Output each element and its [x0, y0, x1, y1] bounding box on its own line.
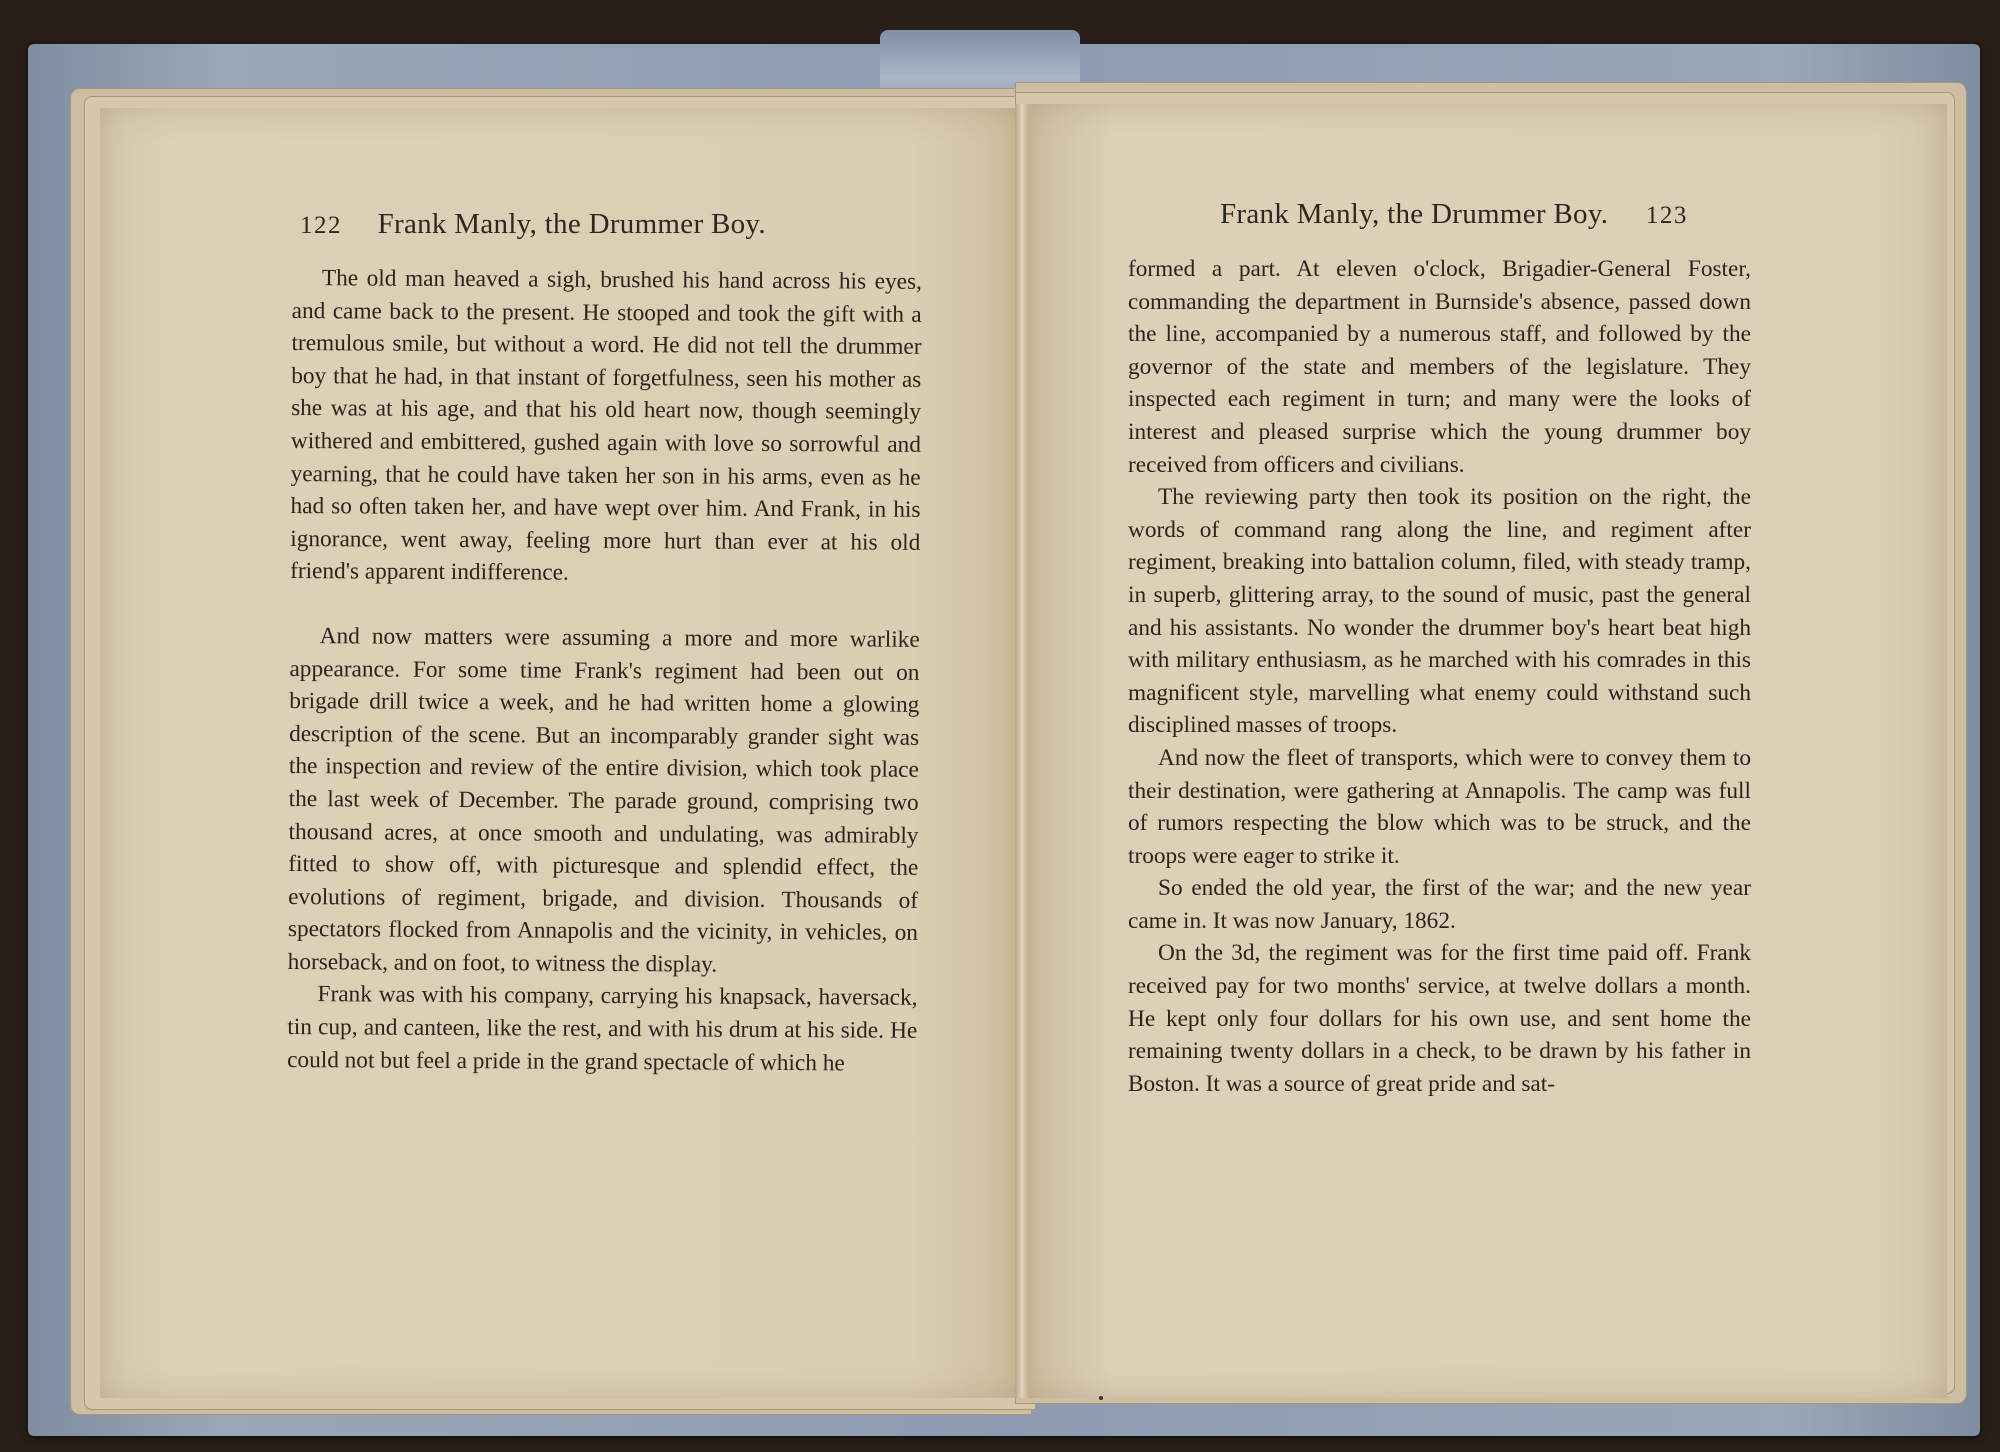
paragraph: On the 3d, the regiment was for the first time paid off. Frank received pay for two months' service, at twelve dollars a month. He kept only four dollars for his own use, and sent home the remaining twenty dollars in a check, to be drawn by his father in Boston. It was a source of great pride and sat-	[1128, 940, 1751, 1097]
left-head-title: Frank Manly, the Drummer Boy.	[377, 208, 766, 240]
right-page-text	[1128, 253, 1751, 1100]
paragraph: The reviewing party then took its position on the right, the words of command rang along the line, and regiment after regiment, breaking into battalion column, filed, with steady tramp, in superb, glittering array, to the sound of music, past the general and his assistants. No wonder the drummer boy's heart beat high with military enthusiasm, as he marched with his comrades in this magnificent style, marvelling what enemy could withstand such disciplined masses of troops.	[1128, 484, 1751, 739]
paragraph: Frank was with his company, carrying his knapsack, haversack, tin cup, and canteen, like the rest, and with his drum at his side. He could not but feel a pride in the grand spectacle of which he	[287, 981, 918, 1077]
paragraph: formed a part. At eleven o'clock, Brigadier-General Foster, commanding the department in Burnside's absence, passed down the line, accompanied by a numerous staff, and followed by the governor of the state and members of the legislature. They inspected each regiment in turn; and many were the looks of interest and pleased surprise which the young drummer boy received from officers and civilians.	[1128, 256, 1751, 478]
right-running-head	[1220, 198, 1688, 231]
paragraph: And now the fleet of transports, which were to convey them to their destination, were gathering at Annapolis. The camp was full of rumors respecting the blow which was to be struck, and the troops were eager to strike it.	[1128, 744, 1751, 869]
paragraph: So ended the old year, the first of the war; and the new year came in. It was now January, 1862.	[1128, 875, 1751, 934]
right-page-number: 123	[1645, 202, 1688, 229]
right-head-title: Frank Manly, the Drummer Boy.	[1220, 198, 1609, 230]
paragraph: The old man heaved a sigh, brushed his hand across his eyes, and came back to the present. He stooped and took the gift with a tremulous smile, but without a word. He did not tell the drummer boy that he had, in that instant of forgetfulness, seen his mother as she was at his age, and that his old heart now, though seemingly withered and embittered, gushed again with love so sorrowful and yearning, that he could have taken her son in his arms, even as he had so often taken her, and have wept over him. And Frank, in his ignorance, went away, feeling more hurt than ever at his old friend's apparent indifference.	[290, 265, 922, 587]
left-page-text	[287, 262, 922, 1080]
paragraph: And now matters were assuming a more and more warlike appearance. For some time Frank's regiment had been out on brigade drill twice a week, and he had written home a glowing description of the scene. But an incomparably grander sight was the inspection and review of the entire division, which took place the last week of December. The parade ground, comprising two thousand acres, at once smooth and undulating, was admirably fitted to show off, with picturesque and splendid effect, the evolutions of regiment, brigade, and division. Thousands of spectators flocked from Annapolis and the vicinity, in vehicles, on horseback, and on foot, to witness the display.	[287, 623, 920, 978]
paper-speck	[1099, 1396, 1103, 1400]
left-running-head	[300, 208, 766, 241]
left-page-number: 122	[300, 212, 342, 239]
book-gutter	[1015, 104, 1029, 1398]
